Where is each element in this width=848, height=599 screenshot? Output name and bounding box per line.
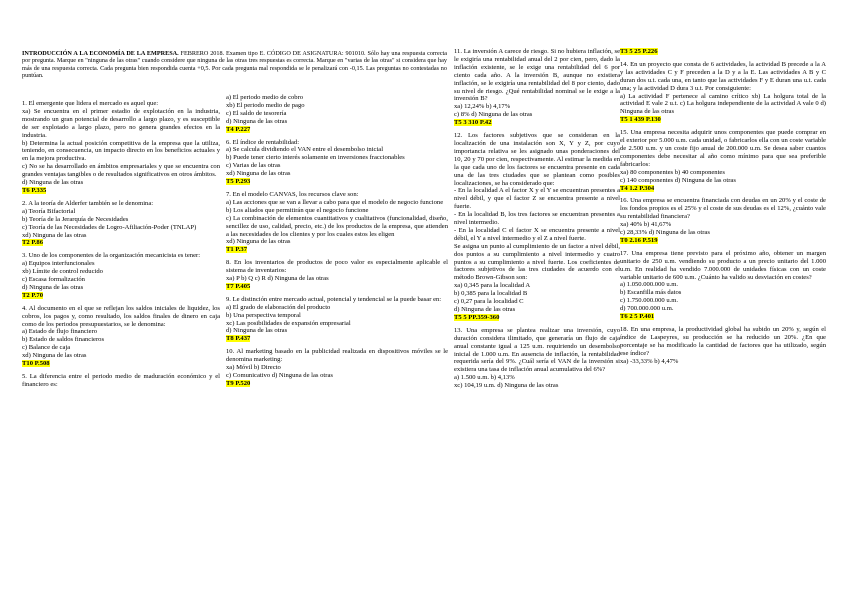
question-block: [454, 48, 620, 127]
answer-option: xa) Móvil b) Directo: [226, 364, 281, 372]
question-text: 1. El emergente que lidera el mercado es aquel que:: [22, 100, 159, 107]
question-text: 8. En los inventarios de productos de poco valor es especialmente aplicable el sistema de inventarios:: [226, 259, 448, 275]
answer-option: c) 140 componentes d) Ninguna de las otras: [620, 176, 736, 184]
answer-option: xa) 40% b) 41,67%: [620, 221, 672, 229]
answer-option: a) Se calcula dividiendo el VAN entre el desembolso inicial: [226, 146, 384, 154]
answer-option: - En la localidad B, los tres factores se encuentran presentes a nivel intermedio.: [454, 211, 620, 227]
answer-option: d) Ninguna de las otras: [226, 117, 288, 125]
question-text: 4. Al documento en el que se reflejan los saldos iniciales de liquidez, los cobros, los pagos y, como resultado, los saldos finales de dinero en caja como de los periodos presupuestarios, se le denomina:: [22, 304, 220, 328]
question-text: 14. En un proyecto que consta de 6 actividades, la actividad B precede a la A y las actividades C y F preceden a la D y a la E. Las actividades A B y C duran dos u.t. cada una, en tanto que las actividades F y E duran una u.t. cada una; y la actividad D dura 3 u.t. Por consiguiente:: [620, 60, 826, 92]
question-block: [620, 197, 826, 244]
answer-option: d) Ninguna de las otras: [22, 283, 84, 291]
topic-page-reference: T8 P.437: [226, 335, 251, 343]
answer-option: - En la localidad C el factor X se encuentra presente a nivel débil, el Y a nivel intermedio y el Z a nivel fuerte.: [454, 226, 620, 242]
topic-page-reference: T6 P.335: [22, 186, 47, 194]
question-block: [226, 139, 448, 186]
answer-option: b) Escanfilla más datos: [620, 289, 682, 297]
column-2: [226, 94, 448, 393]
answer-option: a) 1.500 u.m. b) 4,13%: [454, 374, 515, 382]
answer-option: b) Puede tener cierto interés solamente en inversiones fraccionables: [226, 154, 405, 162]
answer-option: a) El grado de elaboración del producto: [226, 303, 331, 311]
question-text: 6. El índice de rentabilidad:: [226, 138, 300, 146]
topic-page-reference: T6 2 5 P.401: [620, 313, 655, 321]
answer-option: xc) 104,19 u.m. d) Ninguna de las otras: [454, 382, 559, 390]
topic-page-reference: T3 5 25 P.226: [620, 48, 658, 55]
answer-option: c) Balance de caja: [22, 344, 71, 352]
question-block: [620, 129, 826, 192]
topic-page-reference: T5 1 439 P.130: [620, 116, 661, 124]
question-block: [620, 48, 826, 56]
topic-page-reference: T4 1.2 P.304: [620, 184, 655, 192]
answer-option: xd) Ninguna de las otras: [22, 352, 87, 360]
column-3: [454, 48, 620, 395]
question-block: [22, 305, 220, 368]
answer-option: xd) Ninguna de las otras: [226, 170, 291, 178]
exam-instructions: FEBRERO 2018. Examen tipo E. CÓDIGO DE ASIGNATURA: 901010. Sólo hay una respuesta correcta por pregunta. Marque en "ninguna de las otras" cuando considere que ninguna de las otras tres respuestas es correcta. Marque en "varias de las otras" si considera que hay más de una respuesta correcta. Cada pregunta bien respondida cuenta +0,5. Por cada pregunta mal respondida se le penalizará con -0,15. Las preguntas no contestadas no puntúan.: [22, 50, 447, 79]
question-block: [620, 250, 826, 321]
answer-option: xc) Las posibilidades de expansión empresarial: [226, 319, 351, 327]
answer-option: a) Estado de flujo financiero: [22, 328, 98, 336]
answer-option: xa) P b) Q c) R d) Ninguna de las otras: [226, 275, 329, 283]
question-block: [620, 61, 826, 124]
answer-option: c) 0,27 para la localidad C: [454, 298, 524, 306]
answer-option: a) Teoría Bifactorial: [22, 207, 76, 215]
question-block: [454, 132, 620, 322]
question-block: [226, 259, 448, 291]
answer-option: c) Escasa formalización: [22, 276, 85, 284]
answer-option: xa) 0,345 para la localidad A: [454, 282, 531, 290]
question-text: 11. La inversión A carece de riesgo. Si no hubiera inflación, se le exigiría una rentabilidad anual del 2 por cien, pero, dado la inflación existente, se le exige una rentabilidad del 6 por ciento cada año. A la inversión B, aunque no existiera inflación, se le exigiría una rentabilidad del 8 por ciento, dado su nivel de riesgo. ¿Qué rentabilidad nominal se le exige a la inversión B?: [454, 48, 620, 103]
answer-option: c) Teoría de las Necesidades de Logro-Afiliación-Poder (TNLAP): [22, 223, 197, 231]
question-text: 2. A la teoría de Alderfer también se le denomina:: [22, 199, 154, 207]
answer-option: b) Estado de saldos financieros: [22, 336, 105, 344]
answer-option: d) Ninguna de las otras: [22, 179, 84, 187]
answer-option: a) 1.050.000.000 u.m.: [620, 281, 679, 289]
answer-option: xa) 80 componentes b) 40 componentes: [620, 168, 725, 176]
answer-option: a) Equipos interfuncionales: [22, 260, 95, 268]
answer-option: xa) 12,24% b) 4,17%: [454, 103, 511, 111]
answer-option: d) 700.000.000 u.m.: [620, 305, 674, 313]
topic-page-reference: T2 P.70: [22, 291, 44, 299]
answer-option: c) 8% d) Ninguna de las otras: [454, 111, 533, 119]
answer-option: b) Los aliados que permitirán que el negocio funcione: [226, 206, 369, 214]
answer-option: b) Una perspectiva temporal: [226, 311, 301, 319]
answer-option: xb) El periodo medio de pago: [226, 101, 305, 109]
answer-option: b) Teoría de la Jerarquía de Necesidades: [22, 215, 129, 223]
question-block: [226, 191, 448, 254]
column-1: [22, 48, 220, 394]
answer-option: xb) Límite de control reducido: [22, 268, 103, 276]
answer-option: Se asigna un punto al cumplimiento de un factor a nivel débil, dos puntos a su cumplimiento a nivel intermedio y cuatro puntos a su cumplimiento a nivel fuerte. Los coeficientes de factores subjetivos de las tres ciudades de acuerdo con el método Brown-Gibson son:: [454, 242, 620, 282]
question-text: 12. Los factores subjetivos que se consideran en la localización de una instalación son X, Y y Z, por cuyo importancia relativa se les asignado unas ponderaciones del 10, 20 y 70 por cien, respectivamente. Al estimar la medida en la que cada uno de los factores se encuentra presente en cada una de las tres ciudades que se plantean como posibles localizaciones, se ha considerado que:: [454, 132, 620, 187]
question-text: 10. Al marketing basado en la publicidad realizada en dispositivos móviles se le denomina marketing:: [226, 348, 448, 364]
question-block: [22, 252, 220, 299]
answer-option: c) Comunicativo d) Ninguna de las otras: [226, 372, 333, 379]
question-block: [226, 94, 448, 134]
question-text: 5. La diferencia entre el periodo medio de maduración económico y el financiero es:: [22, 373, 220, 388]
answer-option: - En la localidad A el factor X y el Y se encuentran presentes a nivel débil, y que el factor Z se encuentra presente a nivel fuerte.: [454, 187, 620, 211]
question-block: [226, 348, 448, 388]
question-block: [22, 100, 220, 195]
topic-page-reference: T5 5 PP.359-360: [454, 313, 500, 321]
answer-option: c) El saldo de tesorería: [226, 109, 287, 117]
question-text: 17. Una empresa tiene previsto para el próximo año, obtener un margen unitario de 250 u.m. vendiendo su producto a un precio unitario del 1.000 u.m. En realidad ha vendido 7.000.000 de unidades físicas con un coste variable unitario de 600 u.m. ¿Cuánto ha valido su desviación en costes?: [620, 249, 826, 281]
answer-option: c) La combinación de elementos cuantitativos y cualitativos (funcionalidad, diseño, sencillez de uso, calidad, precio, etc.) de los productos de la empresa, que atienden a las necesidades de los clientes y por los cuales estos les eligen: [226, 214, 448, 238]
answer-option: xd) Ninguna de las otras: [22, 231, 87, 239]
answer-option: c) 1.750.000.000 u.m.: [620, 297, 679, 305]
topic-page-reference: T10 P.508: [22, 360, 50, 368]
topic-page-reference: T1 P.37: [226, 246, 248, 254]
answer-option: b) 0,385 para la localidad B: [454, 290, 528, 298]
answer-option: a) El periodo medio de cobro: [226, 94, 304, 101]
answer-option: xa) -33,33% b) 4,47%: [620, 357, 679, 365]
answer-option: xa) Se encuentra en el primer estadio de explotación en la industria, mostrando un gran potencial de desarrollo a largo plazo, y es susceptible de ser explotado a largo plazo, pero no genera grandes efectos en la industria.: [22, 107, 220, 139]
answer-option: c) No se ha desarrollado en ámbitos empresariales y que se encuentra con grandes ventajas tangibles o de resultados significativos en otros ámbitos.: [22, 163, 220, 179]
question-text: 16. Una empresa se encuentra financiada con deudas en un 20% y el coste de los fondos propios es el 25% y el coste de sus deudas es el 12%, ¿cuánto vale su rentabilidad financiera?: [620, 197, 826, 221]
question-text: 18. En una empresa, la productividad global ha subido un 20% y, según el índice de Laspeyres, su producción se ha reducido un 20%. ¿En que porcentaje se ha modificado la cantidad de factores que ha utilizado, según ese índice?: [620, 326, 826, 357]
question-text: 15. Una empresa necesita adquirir unos componentes que puede comprar en el exterior por 5.000 u.m. cada unidad, o fabricarlos ella con un coste variable de 2.500 u.m. y un coste fijo anual de 200.000 u.m. Se desea saber cuantos componentes debe necesitar al año como mínimo para que sea preferible fabricarlos:: [620, 129, 826, 168]
answer-option: a) La actividad F pertenece al camino crítico xb) La holgura total de la actividad E vale 2 u.t. c) La holgura independiente de la actividad A vale 0 d) Ninguna de las otras: [620, 92, 826, 116]
question-block: [22, 373, 220, 389]
question-block: [620, 326, 826, 366]
answer-option: c) 28,33% d) Ninguna de las otras: [620, 229, 710, 237]
answer-option: xd) Ninguna de las otras: [226, 238, 291, 246]
answer-option: d) Ninguna de las otras: [226, 327, 288, 335]
answer-option: d) Ninguna de las otras: [454, 306, 516, 313]
topic-page-reference: T7 P.405: [226, 282, 251, 290]
topic-page-reference: T2 P.86: [22, 239, 44, 247]
topic-page-reference: T4 P.227: [226, 125, 251, 133]
column-4: [620, 48, 826, 371]
exam-title: INTRODUCCIÓN A LA ECONOMÍA DE LA EMPRESA.: [22, 50, 179, 57]
answer-option: c) Varias de las otras: [226, 162, 281, 170]
topic-page-reference: T5 3 310 P.42: [454, 119, 492, 127]
question-text: 7. En el modelo CANVAS, los recursos clave son:: [226, 190, 359, 198]
question-text: 9. Le distinción entre mercado actual, potencial y tendencial se la puede basar en:: [226, 295, 442, 303]
question-block: [22, 200, 220, 247]
topic-page-reference: T0 2.16 P.519: [620, 236, 658, 244]
topic-page-reference: T9 P.520: [226, 379, 251, 387]
topic-page-reference: T5 P.293: [226, 178, 251, 186]
question-text: 3. Uno de los componentes de la organización mecanicista es tener:: [22, 252, 201, 260]
question-text: 13. Una empresa se plantea realizar una inversión, cuyo duración considera ilimitado, que generaría un flujo de caja anual constante igual a 125 u.m. requiriendo un desembolso inicial de 1.000 u.m. En ausencia de inflación, la rentabilidad requerida sería del 9%. ¿Cuál sería el VAN de la inversión si existiera una tasa de inflación anual acumulativa del 6%?: [454, 326, 620, 374]
question-block: [454, 327, 620, 390]
answer-option: a) Las acciones que se van a llevar a cabo para que el modelo de negocio funcione: [226, 198, 444, 206]
answer-option: b) Determina la actual posición competitiva de la empresa que la utiliza, teniendo, en consecuencia, un impacto directo en los beneficios actuales y en la mejora productiva.: [22, 139, 220, 163]
question-block: [226, 296, 448, 343]
